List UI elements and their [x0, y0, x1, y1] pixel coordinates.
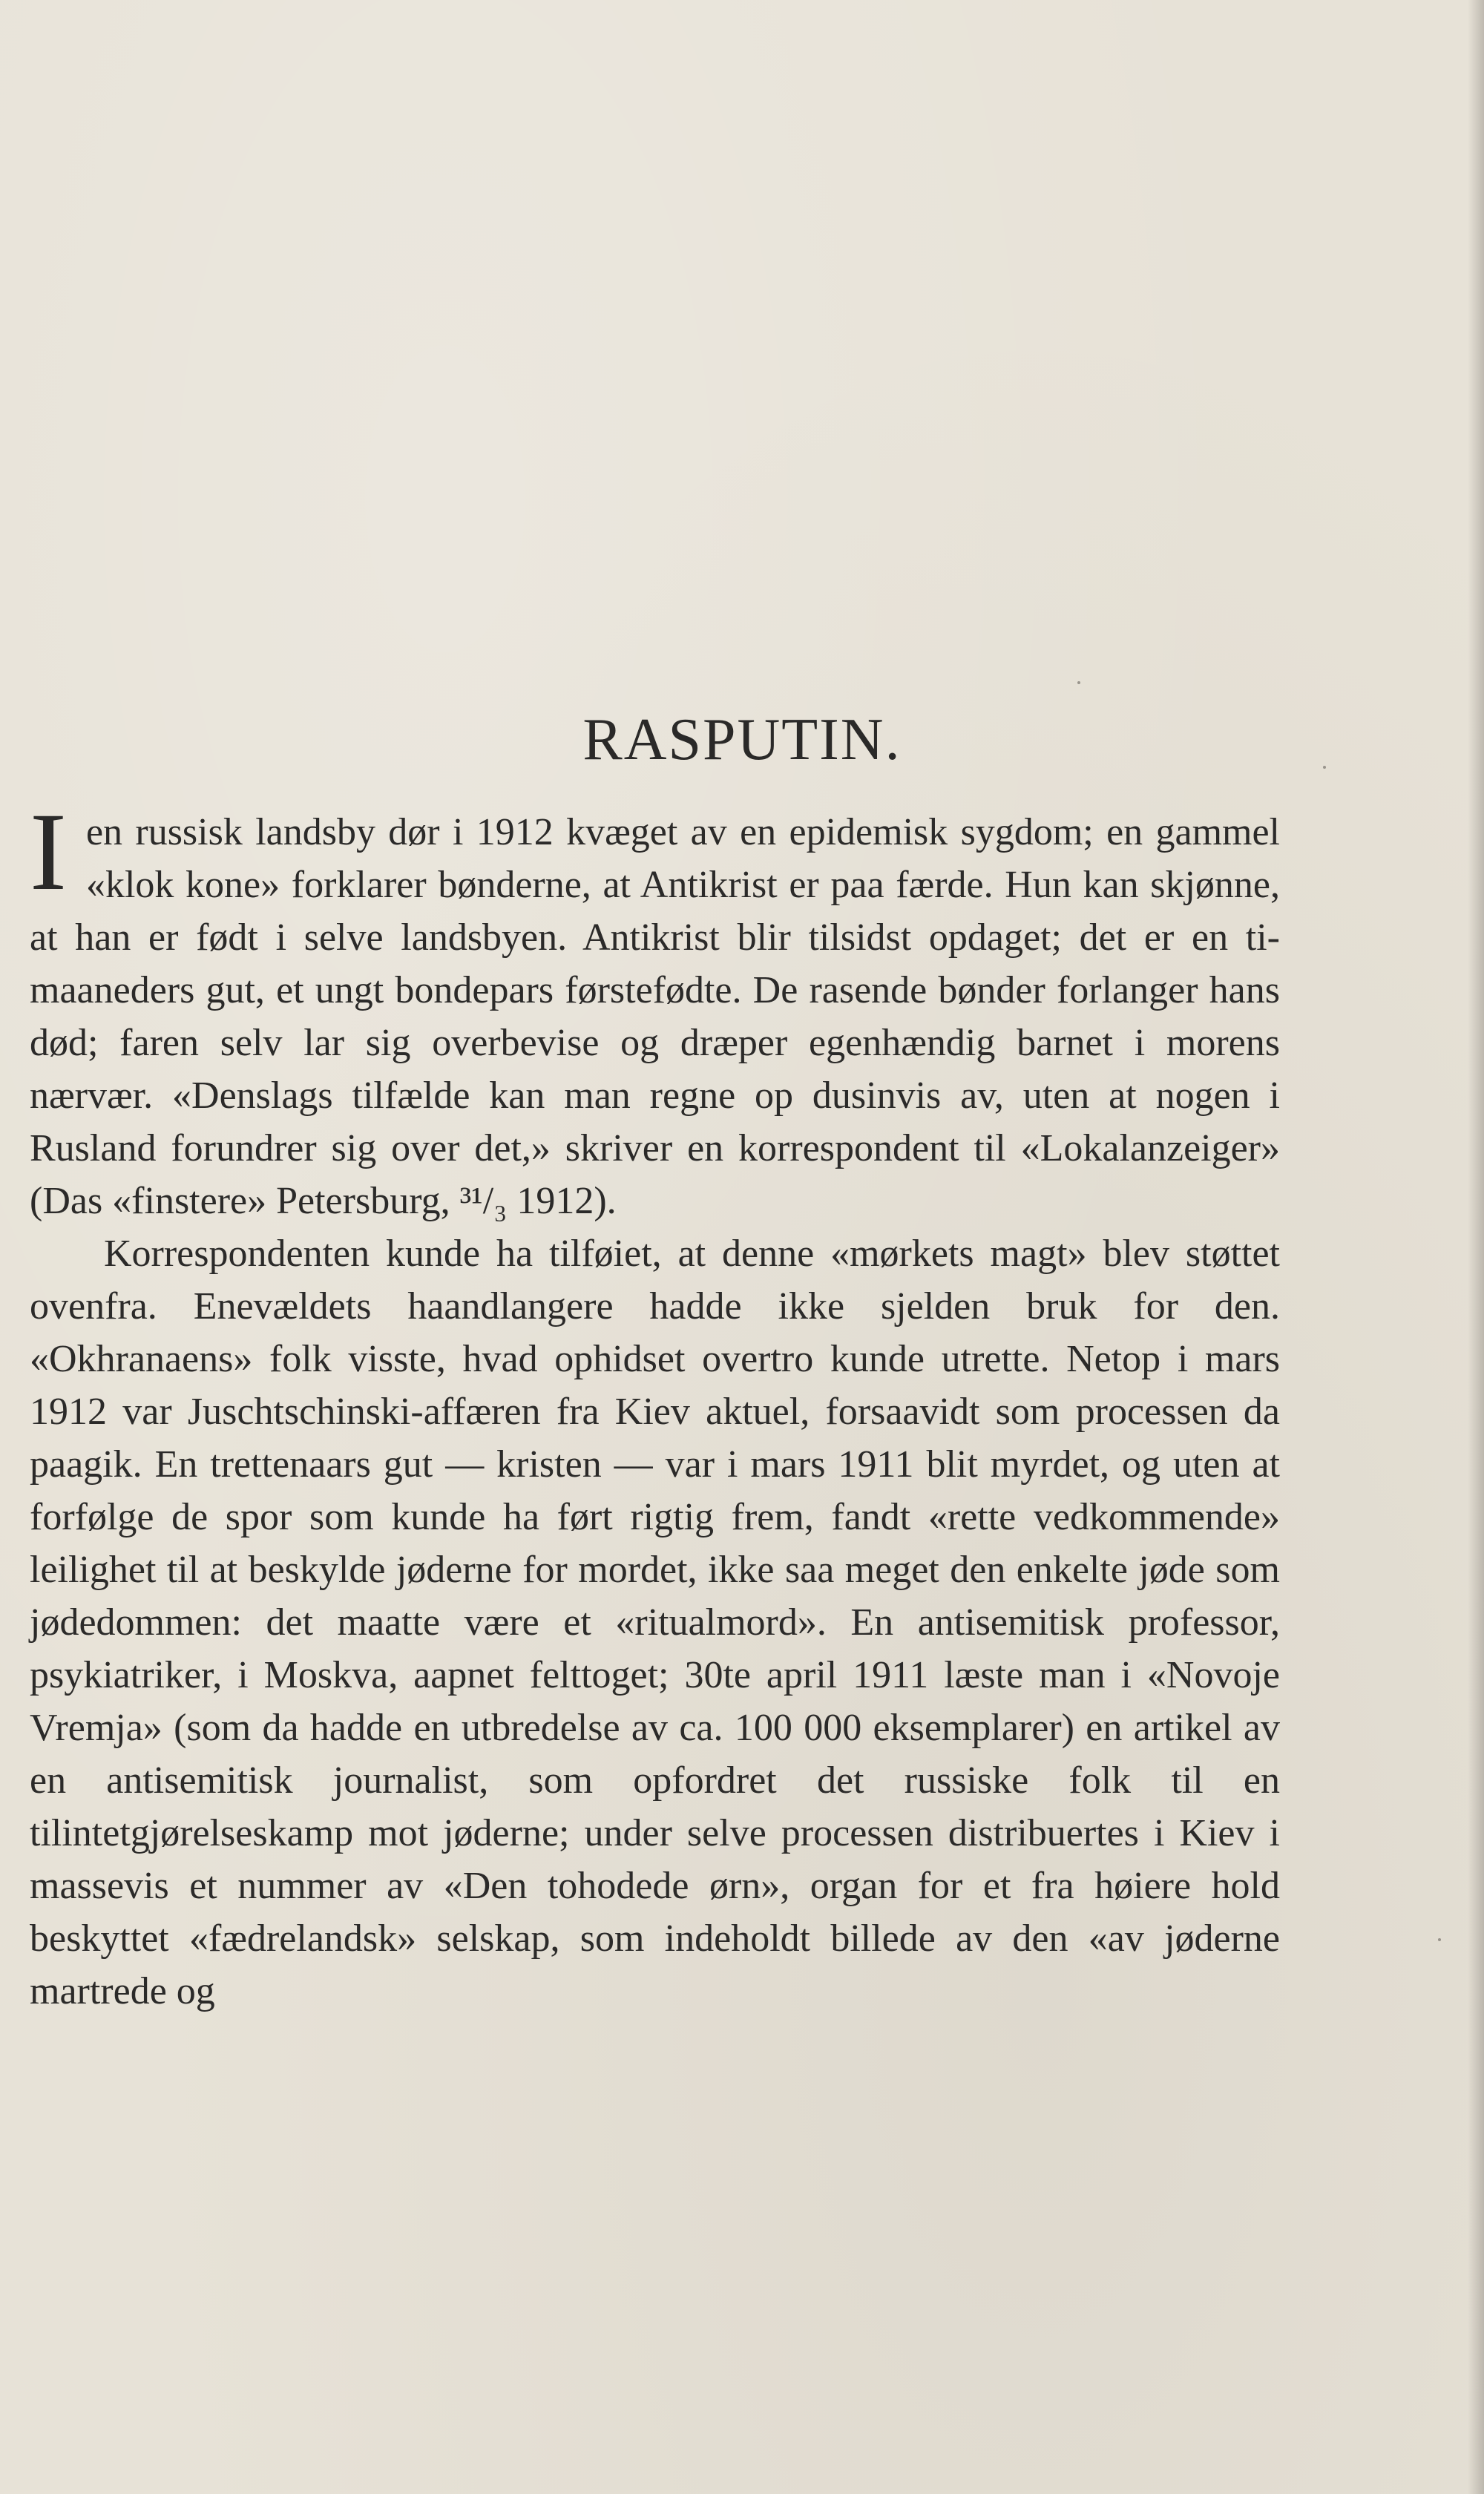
page-edge-shadow [1468, 0, 1484, 2494]
body-text [30, 790, 1280, 2018]
paper-speck [1077, 681, 1080, 684]
paragraph: Ien russisk landsby dør i 1912 kvæget av en epidemisk sygdom; en gammel «klok kone» forklarer bønderne, at Antikrist er paa færde. Hun kan skjønne, at han er født i selve landsbyen. Antikrist blir tilsidst opdaget; det er en ti-maaneders gut, et ungt bondepars førstefødte. De rasende bønder forlanger hans død; faren selv lar sig overbevise og dræper egenhændig barnet i morens nærvær. «Denslags tilfælde kan man regne op dusinvis av, uten at nogen i Rusland forundrer sig over det,» skriver en korrespondent til «Lokalanzeiger» (Das «finstere» Petersburg, ³¹/₃ 1912). [30, 790, 1280, 1222]
paper-speck [1438, 1938, 1441, 1941]
chapter-title: RASPUTIN. [582, 707, 902, 772]
paragraph: Korrespondenten kunde ha tilføiet, at denne «mørkets magt» blev støttet ovenfra. Enevældets haandlangere hadde ikke sjelden bruk for den. «Okhranaens» folk visste, hvad ophidset overtro kunde utrette. Netop i mars 1912 var Juschtschinski-affæren fra Kiev aktuel, forsaavidt som processen da paagik. En trettenaars gut — kristen — var i mars 1911 blit myrdet, og uten at forfølge de spor som kunde ha ført rigtig frem, fandt «rette vedkommende» leilighet til at beskylde jøderne for mordet, ikke saa meget den enkelte jøde som jødedommen: det maatte være et «ritualmord». En antisemitisk professor, psykiatriker, i Moskva, aapnet felttoget; 30te april 1911 læste man i «Novoje Vremja» (som da hadde en utbredelse av ca. 100 000 eksemplarer) en artikel av en antisemitisk journalist, som opfordret det russiske folk til en tilintetgjørelseskamp mot jøderne; under selve processen distribuertes i Kiev i massevis et nummer av «Den tohodede ørn», organ for et fra høiere hold beskyttet «fædrelandsk» selskap, som indeholdt billede av den «av jøderne martrede og [30, 1233, 1280, 2012]
